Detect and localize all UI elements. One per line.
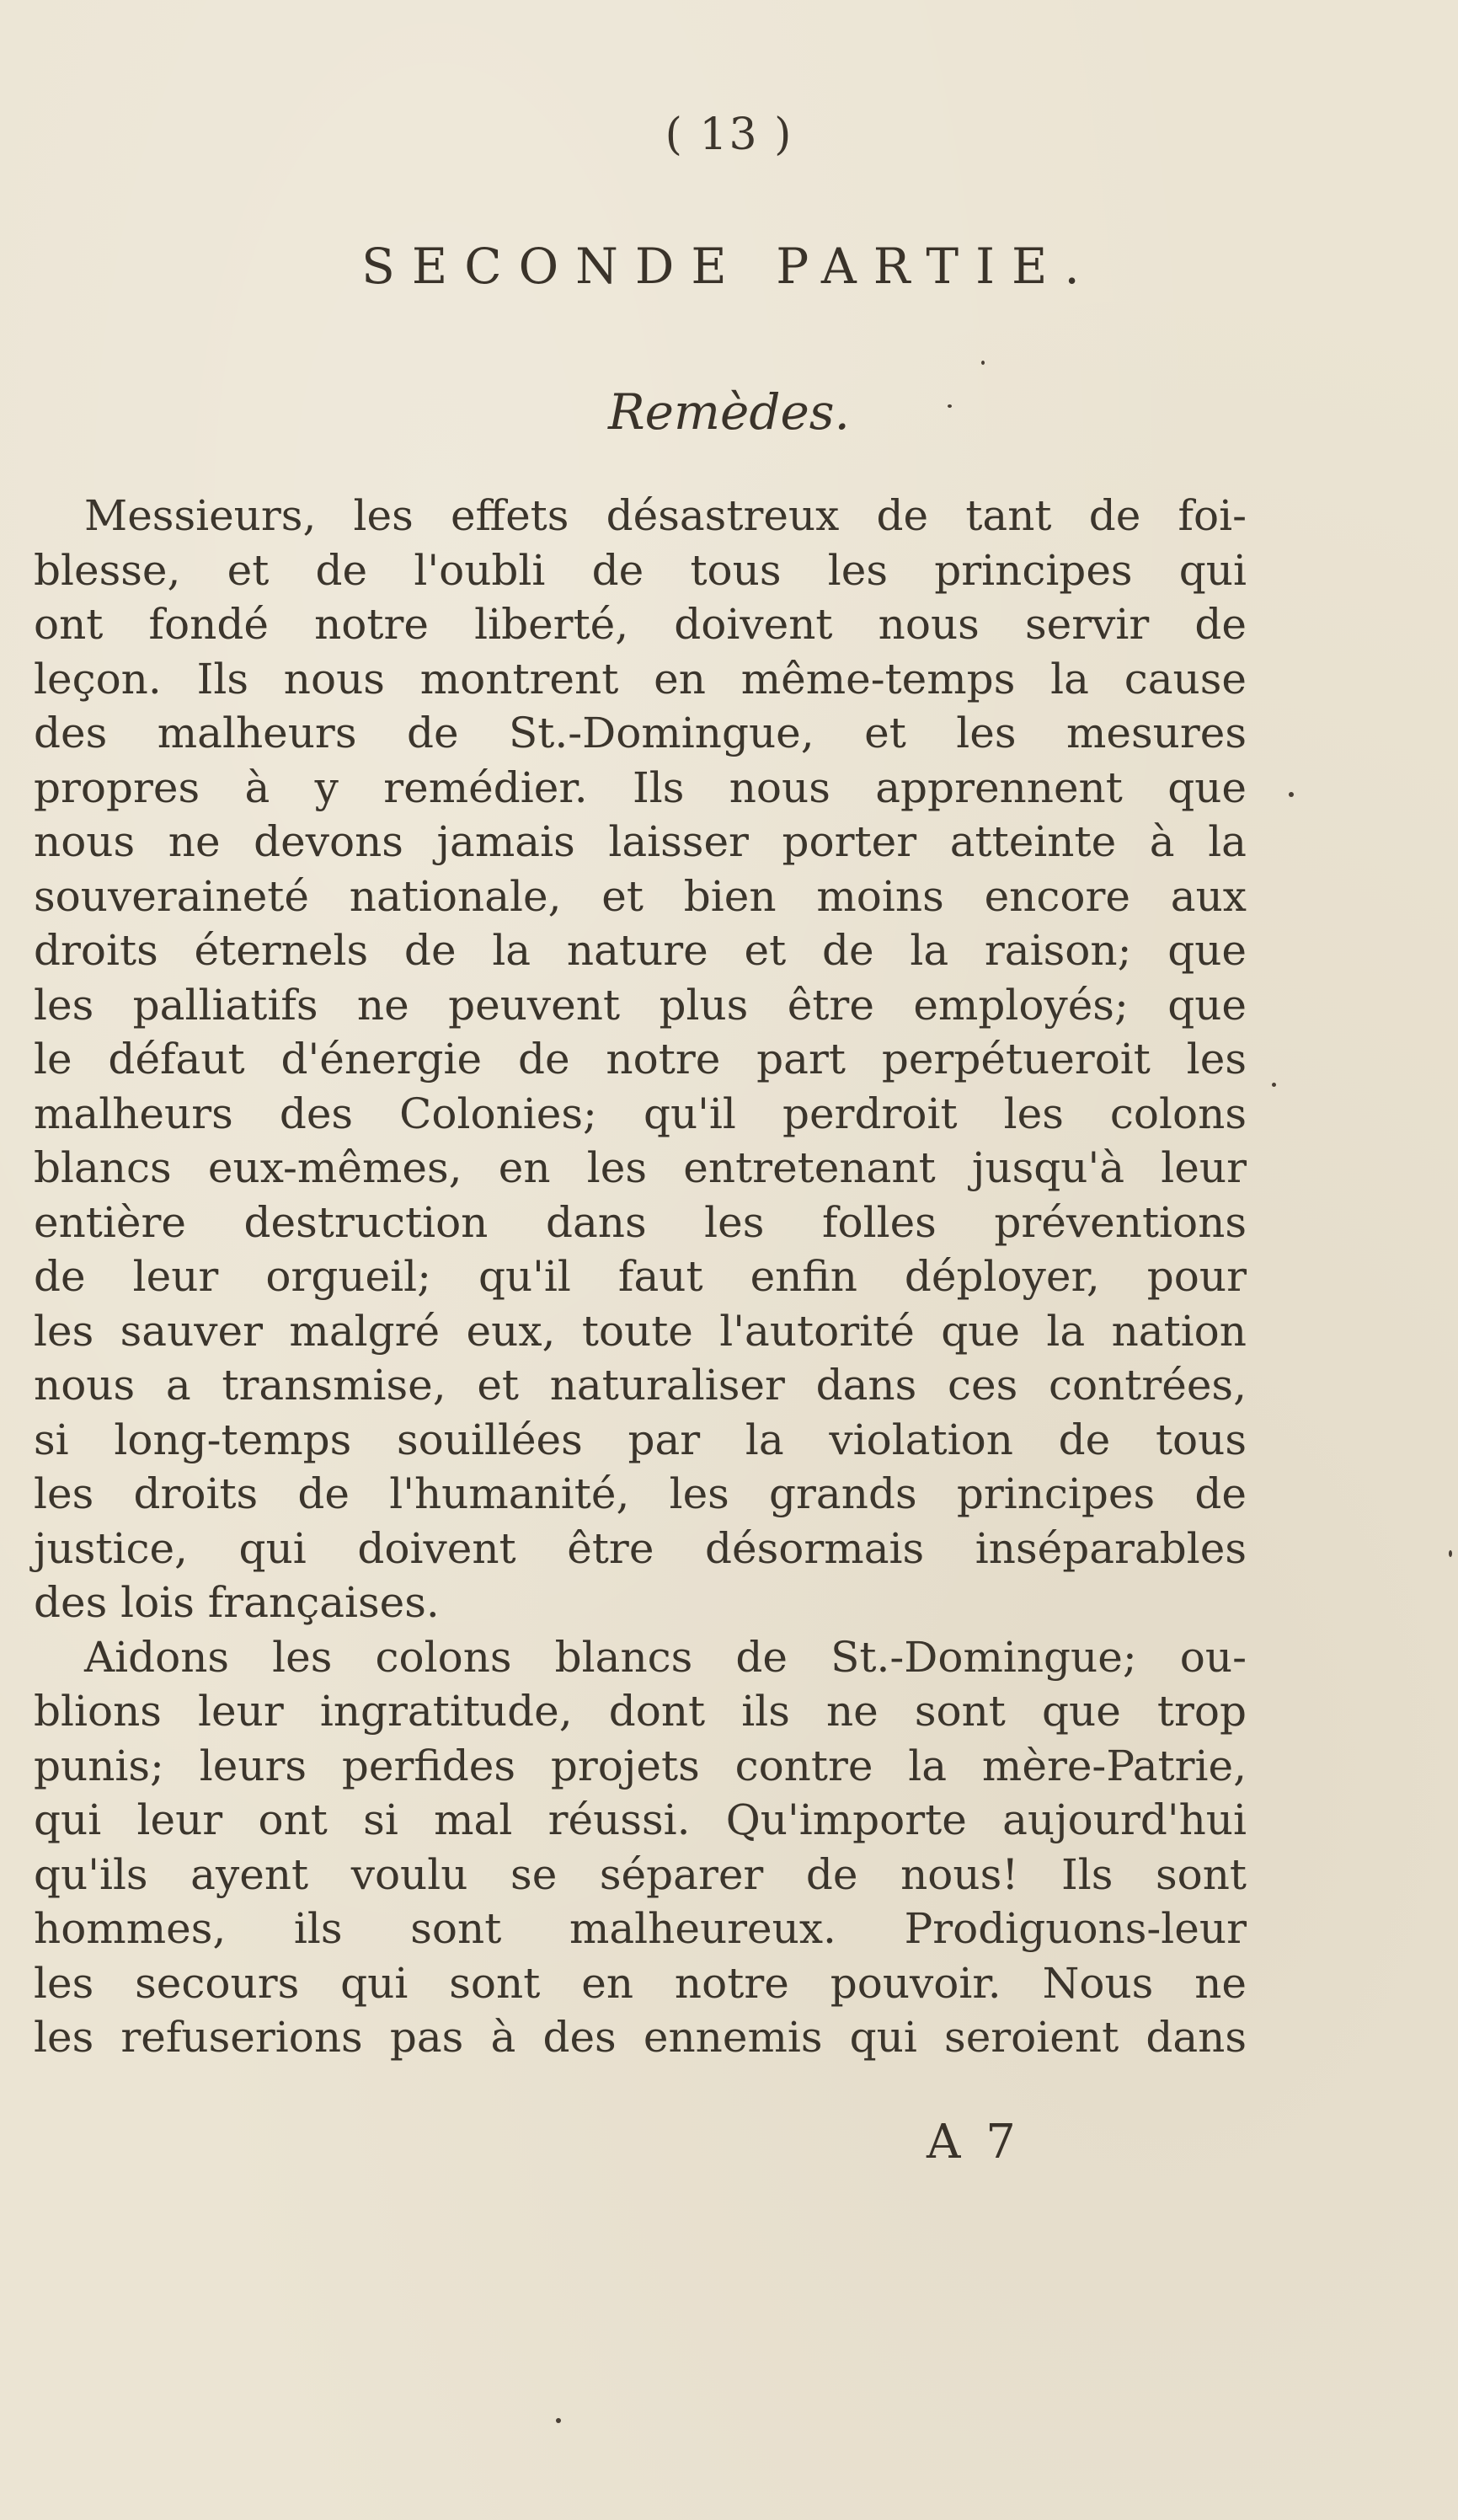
paragraph-line: de leur orgueil; qu'il faut enfin déployer, pour (34, 1252, 1247, 1301)
paragraph-line: si long-temps souillées par la violation de tous (34, 1415, 1247, 1464)
paper-speck (556, 2418, 561, 2423)
paragraph-line: justice, qui doivent être désormais inséparables (34, 1523, 1247, 1573)
paragraph-line: droits éternels de la nature et de la raison; que (34, 926, 1247, 975)
paragraph-line: Aidons les colons blancs de St.-Domingue; ou- (84, 1632, 1247, 1682)
paragraph-line: qu'ils ayent voulu se séparer de nous! Ils sont (34, 1849, 1247, 1899)
paragraph-line: punis; leurs perfides projets contre la mère-Patrie, (34, 1741, 1247, 1790)
paragraph-line: souveraineté nationale, et bien moins encore aux (34, 871, 1247, 921)
part-title: SECONDE PARTIE. (361, 238, 1097, 295)
paragraph-line: Messieurs, les effets désastreux de tant de foi- (84, 491, 1247, 540)
paragraph-line: blions leur ingratitude, dont ils ne sont que trop (34, 1687, 1247, 1736)
paragraph-line: nous ne devons jamais laisser porter atteinte à la (34, 817, 1247, 866)
paper-speck (948, 404, 952, 408)
paragraph-line: les secours qui sont en notre pouvoir. Nous ne (34, 1958, 1247, 2008)
paragraph-line: malheurs des Colonies; qu'il perdroit les colons (34, 1089, 1247, 1138)
paragraph-line: les sauver malgré eux, toute l'autorité que la nation (34, 1306, 1247, 1356)
paragraph-line: les refuserions pas à des ennemis qui seroient dans (34, 2013, 1247, 2062)
paragraph-line: blancs eux-mêmes, en les entretenant jusqu'à leur (34, 1143, 1247, 1192)
paragraph-line: les droits de l'humanité, les grands principes de (34, 1469, 1247, 1518)
paper-speck (981, 361, 985, 365)
paragraph-line: hommes, ils sont malheureux. Prodiguons-leur (34, 1904, 1247, 1953)
section-title: Remèdes. (608, 383, 850, 441)
signature-mark: A 7 (927, 2115, 1021, 2170)
body-text (34, 489, 1247, 2065)
paragraph-line: blesse, et de l'oubli de tous les principes qui (34, 545, 1247, 595)
paragraph-line: les palliatifs ne peuvent plus être employés; que (34, 980, 1247, 1030)
paragraph-line: le défaut d'énergie de notre part perpétueroit les (34, 1035, 1247, 1083)
paper-speck (1289, 792, 1294, 797)
paper-speck (1449, 1550, 1452, 1557)
paragraph-line: ont fondé notre liberté, doivent nous servir de (34, 600, 1247, 649)
paragraph-line: leçon. Ils nous montrent en même-temps la cause (34, 654, 1247, 704)
paragraph-line: des malheurs de St.-Domingue, et les mesures (34, 709, 1247, 757)
paper-speck (1272, 1083, 1276, 1087)
page-number: ( 13 ) (665, 110, 793, 160)
paragraph-line: des lois françaises. (34, 1578, 440, 1627)
paragraph-line: propres à y remédier. Ils nous apprennent que (34, 762, 1247, 812)
paragraph-line: entière destruction dans les folles préventions (34, 1197, 1247, 1247)
paragraph-line: qui leur ont si mal réussi. Qu'importe aujourd'hui (34, 1795, 1247, 1844)
paragraph-line: nous a transmise, et naturaliser dans ces contrées, (34, 1361, 1247, 1410)
